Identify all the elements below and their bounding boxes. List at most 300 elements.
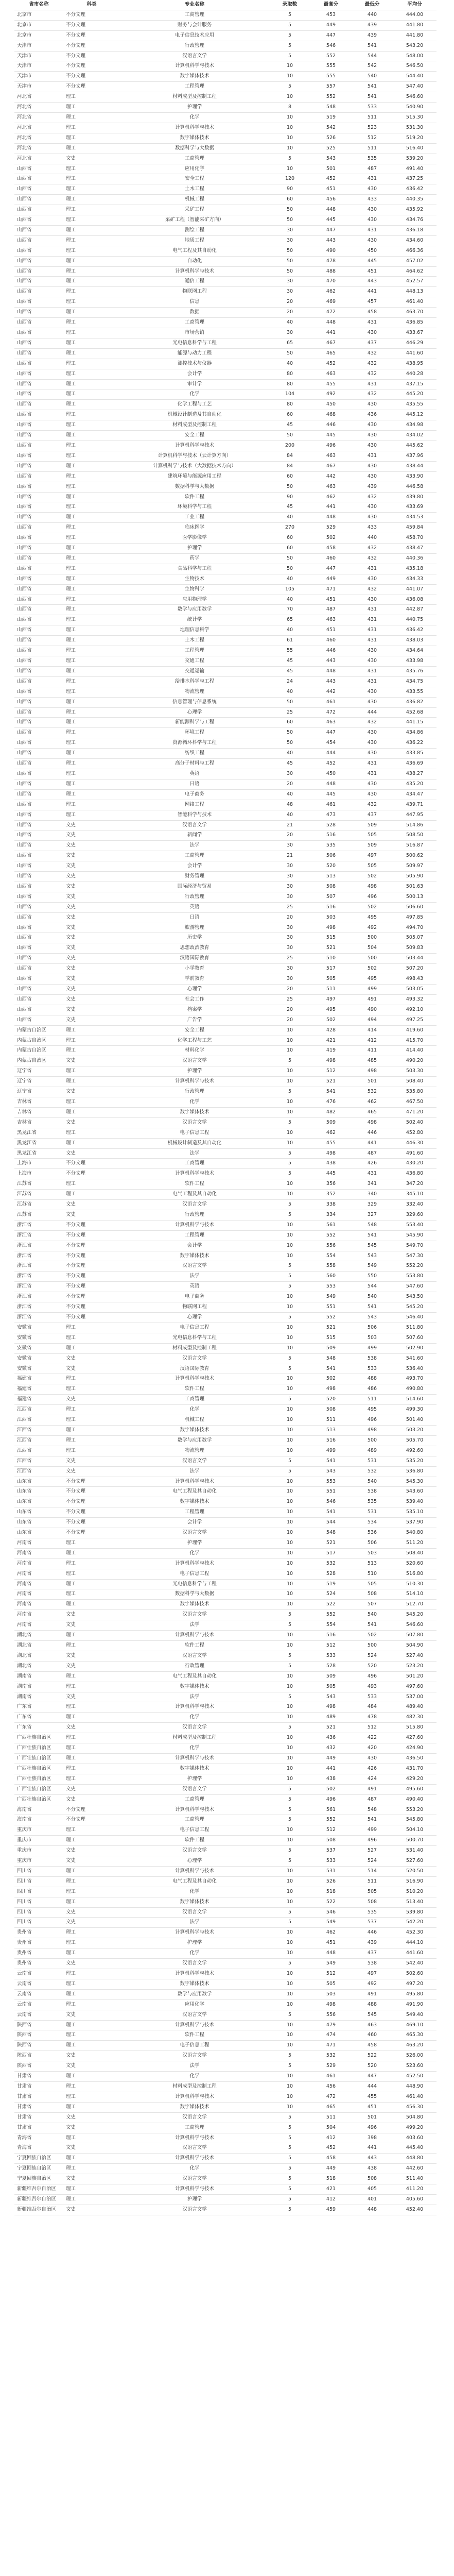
cell-category: 理工 xyxy=(63,123,120,133)
cell-category: 理工 xyxy=(63,574,120,584)
cell-major: 数字媒体技术 xyxy=(120,1251,269,1261)
cell-major: 资源循环科学与工程 xyxy=(120,738,269,749)
cell-admitted: 5 xyxy=(269,1794,310,1805)
cell-admitted: 10 xyxy=(269,112,310,123)
cell-avg-score: 510.30 xyxy=(393,1579,436,1589)
cell-category: 文史 xyxy=(63,1661,120,1671)
cell-max-score: 450 xyxy=(310,769,352,779)
cell-avg-score: 549.70 xyxy=(393,1241,436,1251)
cell-max-score: 555 xyxy=(310,61,352,72)
table-row xyxy=(14,974,436,985)
cell-max-score: 438 xyxy=(310,1774,352,1784)
cell-category: 理工 xyxy=(63,1631,120,1641)
cell-admitted: 5 xyxy=(269,51,310,61)
table-row xyxy=(14,625,436,636)
cell-province: 四川省 xyxy=(14,1897,63,1907)
cell-avg-score: 527.60 xyxy=(393,1856,436,1867)
cell-admitted: 50 xyxy=(269,348,310,359)
table-row xyxy=(14,1128,436,1138)
cell-max-score: 452 xyxy=(310,2143,352,2154)
cell-avg-score: 545.20 xyxy=(393,1610,436,1620)
cell-min-score: 441 xyxy=(352,1138,393,1148)
cell-admitted: 5 xyxy=(269,1056,310,1066)
cell-min-score: 412 xyxy=(352,1036,393,1046)
cell-max-score: 446 xyxy=(310,420,352,431)
cell-min-score: 497 xyxy=(352,851,393,861)
cell-province: 山西省 xyxy=(14,297,63,308)
cell-major: 工商管理 xyxy=(120,1159,269,1169)
cell-major: 汉语言文学 xyxy=(120,1959,269,1969)
cell-max-score: 549 xyxy=(310,1918,352,1928)
cell-max-score: 511 xyxy=(310,985,352,995)
cell-max-score: 479 xyxy=(310,2020,352,2030)
cell-max-score: 503 xyxy=(310,1989,352,1999)
cell-major: 化学 xyxy=(120,1548,269,1558)
cell-min-score: 430 xyxy=(352,215,393,226)
table-row xyxy=(14,61,436,72)
cell-max-score: 421 xyxy=(310,1036,352,1046)
cell-avg-score: 433.85 xyxy=(393,749,436,759)
cell-category: 理工 xyxy=(63,1743,120,1754)
cell-major: 工商管理 xyxy=(120,10,269,20)
cell-admitted: 5 xyxy=(269,1117,310,1128)
cell-province: 山西省 xyxy=(14,872,63,882)
cell-min-score: 430 xyxy=(352,400,393,410)
cell-category: 理工 xyxy=(63,369,120,379)
cell-province: 山西省 xyxy=(14,266,63,277)
cell-max-score: 561 xyxy=(310,1220,352,1230)
cell-admitted: 40 xyxy=(269,810,310,820)
cell-min-score: 496 xyxy=(352,2123,393,2133)
cell-major: 护理学 xyxy=(120,1938,269,1948)
table-row xyxy=(14,1856,436,1867)
cell-admitted: 10 xyxy=(269,1333,310,1343)
cell-avg-score: 471.20 xyxy=(393,1107,436,1117)
cell-admitted: 50 xyxy=(269,246,310,256)
cell-avg-score: 434.47 xyxy=(393,789,436,800)
cell-min-score: 505 xyxy=(352,1887,393,1897)
cell-min-score: 401 xyxy=(352,2194,393,2205)
cell-avg-score: 452.68 xyxy=(393,707,436,718)
cell-max-score: 356 xyxy=(310,1179,352,1190)
cell-min-score: 431 xyxy=(352,636,393,646)
table-row xyxy=(14,1272,436,1282)
cell-admitted: 50 xyxy=(269,256,310,266)
cell-admitted: 5 xyxy=(269,2154,310,2164)
cell-province: 新疆维吾尔自治区 xyxy=(14,2205,63,2215)
cell-province: 河北省 xyxy=(14,92,63,103)
cell-avg-score: 434.02 xyxy=(393,431,436,441)
cell-province: 吉林省 xyxy=(14,1107,63,1117)
cell-province: 重庆市 xyxy=(14,1825,63,1836)
cell-avg-score: 459.84 xyxy=(393,523,436,533)
cell-max-score: 490 xyxy=(310,246,352,256)
cell-admitted: 10 xyxy=(269,1046,310,1056)
cell-min-score: 538 xyxy=(352,1959,393,1969)
cell-province: 云南省 xyxy=(14,1969,63,1979)
cell-avg-score: 448.13 xyxy=(393,287,436,297)
cell-admitted: 30 xyxy=(269,923,310,933)
table-row xyxy=(14,1631,436,1641)
cell-category: 文史 xyxy=(63,1651,120,1661)
cell-category: 不分文理 xyxy=(63,1302,120,1313)
cell-province: 甘肃省 xyxy=(14,2081,63,2092)
cell-avg-score: 543.60 xyxy=(393,1487,436,1497)
table-row xyxy=(14,1036,436,1046)
cell-category: 不分文理 xyxy=(63,1220,120,1230)
cell-avg-score: 435.20 xyxy=(393,779,436,789)
cell-avg-score: 507.60 xyxy=(393,1333,436,1343)
cell-max-score: 445 xyxy=(310,215,352,226)
cell-province: 黑龙江省 xyxy=(14,1128,63,1138)
cell-min-score: 432 xyxy=(352,359,393,369)
cell-admitted: 10 xyxy=(269,1538,310,1548)
cell-avg-score: 553.40 xyxy=(393,1220,436,1230)
table-row xyxy=(14,51,436,61)
cell-province: 云南省 xyxy=(14,1989,63,1999)
cell-province: 江西省 xyxy=(14,1466,63,1477)
cell-max-score: 502 xyxy=(310,1784,352,1794)
cell-min-score: 500 xyxy=(352,933,393,943)
table-row xyxy=(14,2164,436,2174)
cell-avg-score: 541.60 xyxy=(393,1353,436,1364)
cell-admitted: 10 xyxy=(269,1579,310,1589)
cell-avg-score: 523.60 xyxy=(393,2061,436,2072)
cell-category: 不分文理 xyxy=(63,1251,120,1261)
cell-category: 文史 xyxy=(63,1723,120,1733)
cell-avg-score: 434.64 xyxy=(393,646,436,656)
cell-min-score: 511 xyxy=(352,143,393,154)
cell-min-score: 431 xyxy=(352,1169,393,1179)
cell-admitted: 10 xyxy=(269,1374,310,1384)
cell-category: 文史 xyxy=(63,902,120,912)
cell-province: 浙江省 xyxy=(14,1292,63,1302)
cell-max-score: 419 xyxy=(310,1046,352,1056)
cell-admitted: 5 xyxy=(269,1313,310,1323)
cell-category: 理工 xyxy=(63,461,120,471)
cell-min-score: 524 xyxy=(352,1651,393,1661)
cell-major: 通信工程 xyxy=(120,277,269,287)
cell-category: 理工 xyxy=(63,143,120,154)
cell-min-score: 430 xyxy=(352,1753,393,1764)
cell-min-score: 498 xyxy=(352,1066,393,1077)
cell-category: 理工 xyxy=(63,1897,120,1907)
table-row xyxy=(14,1138,436,1148)
cell-admitted: 10 xyxy=(269,1190,310,1200)
cell-major: 数字媒体技术 xyxy=(120,133,269,143)
cell-province: 山西省 xyxy=(14,615,63,625)
cell-province: 山西省 xyxy=(14,564,63,574)
table-row xyxy=(14,1764,436,1774)
cell-max-score: 446 xyxy=(310,646,352,656)
cell-avg-score: 415.70 xyxy=(393,1036,436,1046)
cell-min-score: 431 xyxy=(352,174,393,184)
cell-admitted: 10 xyxy=(269,1979,310,1989)
cell-avg-score: 542.20 xyxy=(393,1918,436,1928)
cell-province: 山东省 xyxy=(14,1528,63,1538)
table-row xyxy=(14,103,436,113)
cell-province: 海南省 xyxy=(14,1805,63,1815)
cell-min-score: 531 xyxy=(352,1507,393,1518)
cell-admitted: 10 xyxy=(269,1887,310,1897)
cell-category: 文史 xyxy=(63,1918,120,1928)
column-header-admitted: 录取数 xyxy=(269,0,310,10)
cell-min-score: 524 xyxy=(352,1856,393,1867)
cell-min-score: 511 xyxy=(352,1395,393,1405)
cell-min-score: 548 xyxy=(352,1805,393,1815)
cell-min-score: 430 xyxy=(352,235,393,246)
cell-major: 数字媒体技术 xyxy=(120,1897,269,1907)
cell-min-score: 541 xyxy=(352,82,393,92)
cell-province: 浙江省 xyxy=(14,1282,63,1292)
cell-category: 理工 xyxy=(63,1774,120,1784)
table-row xyxy=(14,2041,436,2051)
cell-category: 理工 xyxy=(63,1446,120,1456)
cell-category: 文史 xyxy=(63,1456,120,1466)
table-row xyxy=(14,676,436,687)
cell-min-score: 490 xyxy=(352,1005,393,1015)
cell-avg-score: 441.80 xyxy=(393,20,436,30)
cell-min-score: 426 xyxy=(352,1764,393,1774)
cell-admitted: 10 xyxy=(269,1702,310,1713)
cell-avg-score: 539.80 xyxy=(393,1907,436,1918)
cell-category: 文史 xyxy=(63,2061,120,2072)
cell-major: 交通工程 xyxy=(120,656,269,667)
table-row xyxy=(14,1179,436,1190)
cell-avg-score: 433.90 xyxy=(393,471,436,482)
cell-max-score: 482 xyxy=(310,1107,352,1117)
cell-admitted: 25 xyxy=(269,707,310,718)
cell-category: 不分文理 xyxy=(63,1313,120,1323)
cell-major: 物联网工程 xyxy=(120,287,269,297)
cell-admitted: 10 xyxy=(269,123,310,133)
cell-province: 山西省 xyxy=(14,964,63,974)
cell-major: 物联网工程 xyxy=(120,1302,269,1313)
cell-province: 山西省 xyxy=(14,605,63,615)
cell-category: 理工 xyxy=(63,195,120,205)
cell-category: 不分文理 xyxy=(63,1477,120,1487)
cell-admitted: 90 xyxy=(269,492,310,502)
cell-avg-score: 446.29 xyxy=(393,338,436,348)
table-row xyxy=(14,1569,436,1579)
cell-category: 理工 xyxy=(63,1979,120,1989)
cell-admitted: 5 xyxy=(269,1856,310,1867)
cell-min-score: 541 xyxy=(352,1620,393,1631)
cell-major: 安全工程 xyxy=(120,431,269,441)
cell-admitted: 5 xyxy=(269,1959,310,1969)
cell-province: 江苏省 xyxy=(14,1200,63,1210)
table-row xyxy=(14,584,436,595)
cell-category: 理工 xyxy=(63,308,120,318)
cell-category: 理工 xyxy=(63,605,120,615)
table-row xyxy=(14,1959,436,1969)
cell-max-score: 455 xyxy=(310,379,352,389)
cell-category: 理工 xyxy=(63,707,120,718)
cell-admitted: 270 xyxy=(269,523,310,533)
cell-major: 计算机科学与技术 xyxy=(120,1866,269,1876)
cell-min-score: 502 xyxy=(352,872,393,882)
cell-max-score: 522 xyxy=(310,1897,352,1907)
table-row xyxy=(14,1087,436,1097)
cell-category: 理工 xyxy=(63,1600,120,1610)
cell-admitted: 10 xyxy=(269,1179,310,1190)
cell-category: 文史 xyxy=(63,2112,120,2123)
cell-min-score: 431 xyxy=(352,225,393,235)
cell-avg-score: 437.15 xyxy=(393,379,436,389)
table-row xyxy=(14,749,436,759)
cell-admitted: 5 xyxy=(269,1918,310,1928)
cell-avg-score: 535.20 xyxy=(393,1456,436,1466)
cell-min-score: 520 xyxy=(352,2061,393,2072)
cell-province: 山西省 xyxy=(14,359,63,369)
cell-max-score: 498 xyxy=(310,1702,352,1713)
cell-avg-score: 506.60 xyxy=(393,902,436,912)
cell-major: 食品科学与工程 xyxy=(120,564,269,574)
cell-admitted: 10 xyxy=(269,1753,310,1764)
cell-major: 数字媒体技术 xyxy=(120,1979,269,1989)
cell-major: 会计学 xyxy=(120,861,269,872)
cell-avg-score: 446.30 xyxy=(393,1138,436,1148)
cell-min-score: 489 xyxy=(352,1446,393,1456)
cell-max-score: 543 xyxy=(310,1466,352,1477)
table-row xyxy=(14,359,436,369)
cell-avg-score: 514.60 xyxy=(393,1395,436,1405)
cell-admitted: 10 xyxy=(269,1446,310,1456)
cell-min-score: 430 xyxy=(352,440,393,451)
cell-min-score: 495 xyxy=(352,974,393,985)
cell-province: 山西省 xyxy=(14,1005,63,1015)
cell-major: 光电信息科学与工程 xyxy=(120,1333,269,1343)
table-row xyxy=(14,831,436,841)
cell-major: 护理学 xyxy=(120,103,269,113)
cell-max-score: 551 xyxy=(310,1302,352,1313)
cell-min-score: 455 xyxy=(352,2092,393,2102)
cell-avg-score: 436.85 xyxy=(393,318,436,328)
cell-avg-score: 433.69 xyxy=(393,502,436,513)
table-row xyxy=(14,461,436,471)
cell-category: 理工 xyxy=(63,1097,120,1107)
table-row xyxy=(14,1907,436,1918)
cell-admitted: 10 xyxy=(269,1600,310,1610)
cell-max-score: 554 xyxy=(310,1251,352,1261)
cell-admitted: 50 xyxy=(269,215,310,226)
cell-province: 河南省 xyxy=(14,1620,63,1631)
cell-avg-score: 435.55 xyxy=(393,400,436,410)
table-row xyxy=(14,1446,436,1456)
cell-min-score: 499 xyxy=(352,1825,393,1836)
cell-category: 文史 xyxy=(63,851,120,861)
cell-admitted: 5 xyxy=(269,2194,310,2205)
cell-avg-score: 433.67 xyxy=(393,328,436,338)
table-row xyxy=(14,553,436,564)
cell-major: 工商管理 xyxy=(120,2123,269,2133)
cell-major: 行政管理 xyxy=(120,892,269,902)
cell-category: 文史 xyxy=(63,1620,120,1631)
cell-max-score: 448 xyxy=(310,779,352,789)
cell-province: 山西省 xyxy=(14,482,63,492)
table-row xyxy=(14,451,436,461)
cell-max-score: 470 xyxy=(310,277,352,287)
cell-avg-score: 503.05 xyxy=(393,985,436,995)
cell-major: 心理学 xyxy=(120,1313,269,1323)
cell-major: 物流管理 xyxy=(120,687,269,697)
cell-major: 环境科学与工程 xyxy=(120,502,269,513)
table-row xyxy=(14,1918,436,1928)
table-row xyxy=(14,1743,436,1754)
cell-major: 法学 xyxy=(120,1692,269,1702)
cell-admitted: 10 xyxy=(269,1733,310,1743)
cell-major: 计算机科学与技术 xyxy=(120,1374,269,1384)
cell-max-score: 552 xyxy=(310,1815,352,1825)
cell-avg-score: 329.60 xyxy=(393,1210,436,1220)
cell-min-score: 514 xyxy=(352,1866,393,1876)
table-row xyxy=(14,636,436,646)
cell-admitted: 80 xyxy=(269,369,310,379)
cell-avg-score: 441.15 xyxy=(393,718,436,728)
cell-avg-score: 452.50 xyxy=(393,2072,436,2082)
cell-admitted: 10 xyxy=(269,1999,310,2010)
cell-min-score: 506 xyxy=(352,1538,393,1548)
cell-major: 数学与应用数学 xyxy=(120,1435,269,1446)
cell-min-score: 445 xyxy=(352,256,393,266)
table-row xyxy=(14,1343,436,1353)
cell-province: 广西壮族自治区 xyxy=(14,1753,63,1764)
cell-province: 云南省 xyxy=(14,1979,63,1989)
cell-category: 文史 xyxy=(63,2010,120,2020)
cell-max-score: 467 xyxy=(310,461,352,471)
cell-major: 高分子材料与工程 xyxy=(120,759,269,769)
cell-avg-score: 492.60 xyxy=(393,1446,436,1456)
table-row xyxy=(14,1148,436,1159)
table-row xyxy=(14,1015,436,1025)
cell-major: 化学 xyxy=(120,1948,269,1959)
cell-province: 广西壮族自治区 xyxy=(14,1743,63,1754)
table-row xyxy=(14,471,436,482)
cell-max-score: 465 xyxy=(310,348,352,359)
cell-avg-score: 467.50 xyxy=(393,1097,436,1107)
cell-admitted: 45 xyxy=(269,759,310,769)
cell-admitted: 30 xyxy=(269,872,310,882)
cell-province: 山西省 xyxy=(14,820,63,831)
cell-min-score: 491 xyxy=(352,1989,393,1999)
cell-category: 理工 xyxy=(63,1538,120,1548)
cell-avg-score: 433.55 xyxy=(393,687,436,697)
cell-province: 山西省 xyxy=(14,861,63,872)
table-row xyxy=(14,728,436,738)
cell-major: 工程管理 xyxy=(120,82,269,92)
cell-avg-score: 490.20 xyxy=(393,1056,436,1066)
cell-province: 吉林省 xyxy=(14,1097,63,1107)
cell-category: 理工 xyxy=(63,1938,120,1948)
table-row xyxy=(14,133,436,143)
cell-avg-score: 424.90 xyxy=(393,1743,436,1754)
cell-min-score: 431 xyxy=(352,318,393,328)
cell-max-score: 532 xyxy=(310,1558,352,1569)
cell-avg-score: 511.40 xyxy=(393,2174,436,2184)
cell-avg-score: 519.20 xyxy=(393,133,436,143)
cell-admitted: 50 xyxy=(269,205,310,215)
cell-category: 理工 xyxy=(63,1323,120,1333)
table-row xyxy=(14,1641,436,1651)
cell-avg-score: 437.25 xyxy=(393,174,436,184)
cell-major: 电气工程及其自动化 xyxy=(120,1190,269,1200)
cell-max-score: 528 xyxy=(310,820,352,831)
cell-max-score: 546 xyxy=(310,41,352,51)
cell-max-score: 472 xyxy=(310,308,352,318)
table-row xyxy=(14,1836,436,1846)
cell-admitted: 10 xyxy=(269,1497,310,1507)
cell-major: 汉语言文学 xyxy=(120,1651,269,1661)
